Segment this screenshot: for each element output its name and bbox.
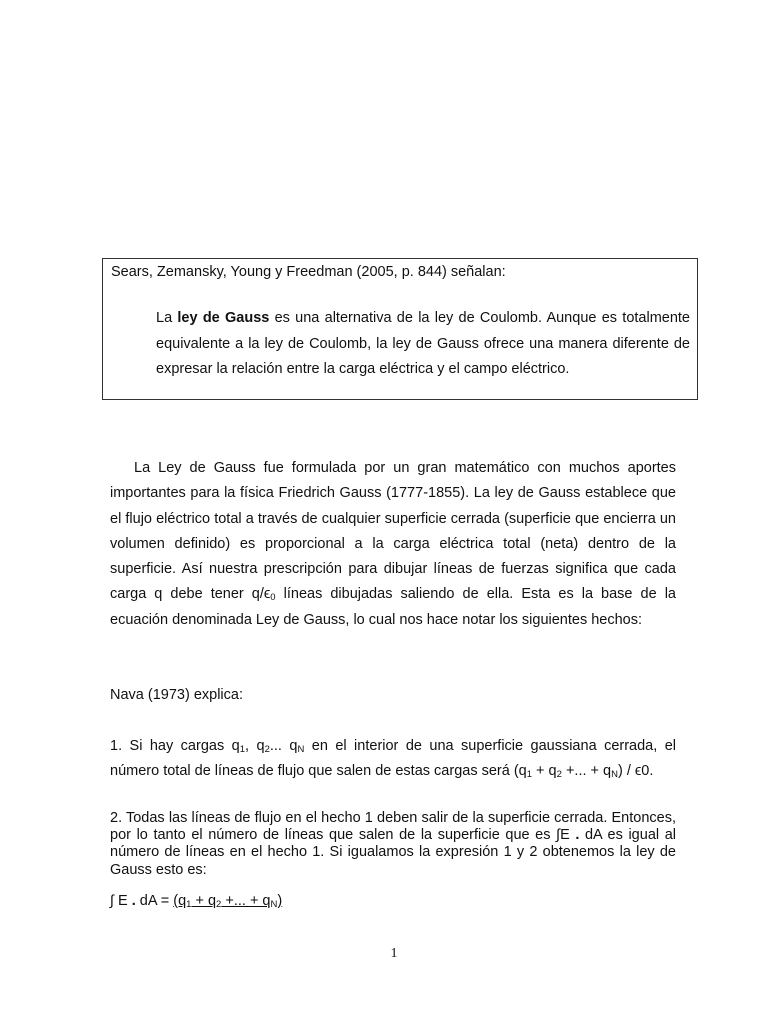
fact1-text: ... q: [269, 738, 298, 754]
fact2-text: 2. Todas las líneas de flujo en el hecho 1 deben salir de la superficie cerrada. Entonces, por lo tanto el número de líneas que salen de la superficie que es ∫E: [110, 810, 676, 844]
fact1-sub: 2: [264, 744, 270, 755]
quote-bold-term: ley de Gauss: [177, 310, 270, 326]
fact2-text: dA es igual al número de líneas en el hecho 1. Si igualamos la expresión 1 y 2 obtenemos la ley de Gauss esto es:: [110, 827, 676, 878]
formula-rhs-sub: 1: [186, 899, 192, 910]
fact1-text: ) / ϵ0.: [617, 763, 654, 780]
fact1-sub: 2: [556, 769, 562, 781]
formula-rhs-sub: 2: [216, 899, 222, 910]
quote-text: [156, 306, 690, 383]
body-paragraph: [110, 456, 676, 633]
formula-rhs-text: ): [277, 893, 283, 909]
fact1-text: , q: [245, 738, 265, 754]
fact1-sub: N: [611, 769, 618, 781]
quote-text-after: es una alternativa de la ley de Coulomb. Aunque es totalmente equivalente a la ley de Coulomb, la ley de Gauss ofrece una manera diferente de expresar la relación entre la carga eléctrica y el campo eléctrico.: [156, 310, 690, 377]
formula-dot: .: [131, 893, 136, 909]
fact-2: [110, 810, 676, 879]
fact1-text: + q: [532, 763, 557, 780]
gauss-formula: [110, 891, 282, 911]
fact-1: [110, 734, 676, 785]
formula-lhs: ∫ E: [110, 893, 132, 909]
paragraph-subscript: 0: [270, 592, 276, 604]
fact1-sub: 1: [239, 744, 246, 755]
formula-rhs-text: +... + q: [221, 893, 271, 909]
fact1-sub: 1: [526, 769, 533, 781]
formula-rhs: [173, 893, 282, 909]
fact1-text: 1. Si hay cargas q: [110, 738, 240, 754]
fact1-sub: N: [297, 744, 305, 755]
quote-text-before: La: [156, 310, 178, 326]
formula-rhs-text: + q: [191, 893, 217, 909]
page-number: 1: [390, 946, 398, 961]
paragraph-part1: La Ley de Gauss fue formulada por un gran matemático con muchos aportes importantes para la física Friedrich Gauss (1777-1855). La ley de Gauss establece que el flujo eléctrico total a través de cualquier superficie cerrada (superficie que encierra un volumen definido) es proporcional a la carga eléctrica total (neta) dentro de la superficie. Así nuestra prescripción para dibujar líneas de fuerzas significa que cada carga q debe tener q/ϵ: [110, 460, 676, 603]
nava-citation: Nava (1973) explica:: [110, 687, 243, 703]
formula-rhs-sub: N: [270, 899, 278, 910]
fact1-text: +... + q: [561, 763, 612, 780]
paragraph-part2: líneas dibujadas saliendo de ella. Esta es la base de la ecuación denominada Ley de Gauss, lo cual nos hace notar los siguientes hechos:: [110, 586, 676, 628]
quote-intro: Sears, Zemansky, Young y Freedman (2005, p. 844) señalan:: [111, 264, 506, 280]
quote-box: [102, 258, 698, 400]
fact1-text: en el interior de una superficie gaussiana cerrada, el número total de líneas de flujo que salen de estas cargas será (q: [110, 738, 676, 780]
formula-lhs: dA =: [135, 893, 174, 909]
fact2-dot: .: [575, 827, 580, 844]
formula-rhs-text: (q: [173, 893, 187, 909]
